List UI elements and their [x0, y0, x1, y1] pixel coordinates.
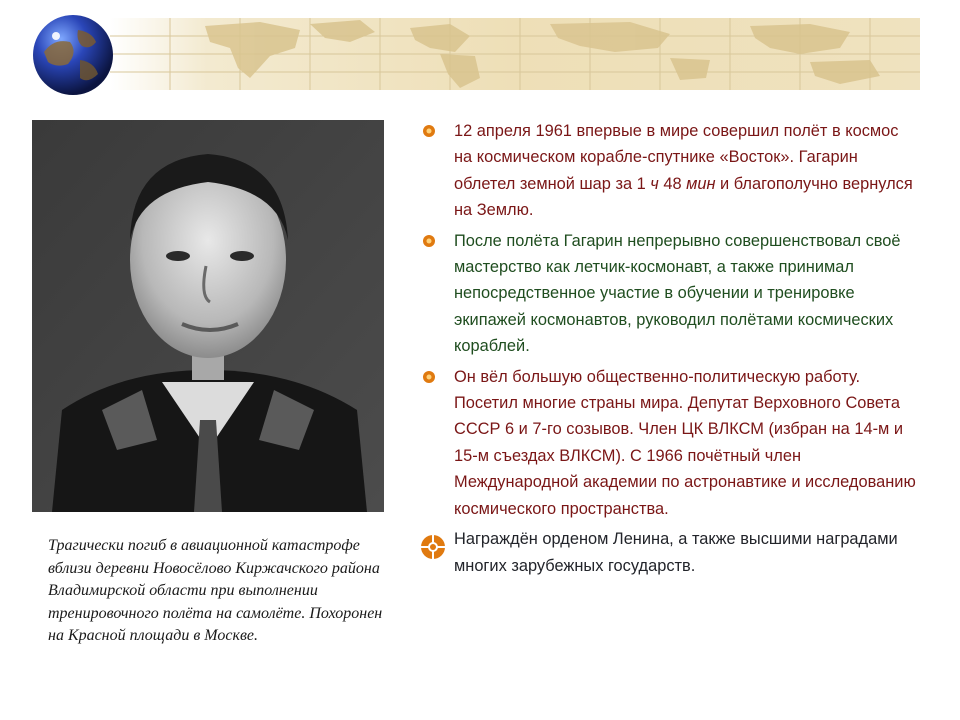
bullet-awards [420, 526, 920, 579]
bullet-text: После полёта Гагарин непрерывно совершенствовал своё мастерство как летчик-космонавт, а также принимал непосредственное участие в обучении и тренировке экипажей космонавтов, руководил полётами космических кораблей. [454, 231, 901, 356]
death-caption: Трагически погиб в авиационной катастрофе вблизи деревни Новосёлово Киржачского района Владимирской области при выполнении тренировочного полёта на самолёте. Похоронен на Красной площади в Москве. [48, 537, 383, 644]
portrait-image [32, 120, 384, 512]
biography-bullets [420, 118, 920, 583]
world-map-banner [110, 18, 920, 90]
orange-sun-bullet-icon [422, 234, 436, 248]
orange-sun-bullet-icon [420, 534, 446, 560]
orange-sun-bullet-icon [422, 124, 436, 138]
bullet-training [420, 228, 920, 360]
bullet-text: Он вёл большую общественно-политическую работу. Посетил многие страны мира. Депутат Верховного Совета СССР 6 и 7-го созывов. Член ЦК ВЛКСМ (избран на 14-м и 15-м съездах ВЛКСМ). С 1966 почётный член Международной академии по астронавтике и исследованию космического пространства. [454, 367, 916, 518]
globe-icon [30, 12, 116, 98]
bullet-public-work [420, 364, 920, 522]
orange-sun-bullet-icon [422, 370, 436, 384]
bullet-text: 12 апреля 1961 впервые в мире совершил полёт в космос на космическом корабле-спутнике «Восток». Гагарин облетел земной шар за 1 ч 48 мин и благополучно вернулся на Землю. [454, 122, 913, 220]
bullet-text: Награждён орденом Ленина, а также высшими наградами многих зарубежных государств. [454, 530, 898, 575]
bullet-first-flight [420, 118, 920, 224]
portrait-photo [32, 120, 384, 512]
world-map-graphic [110, 18, 920, 90]
